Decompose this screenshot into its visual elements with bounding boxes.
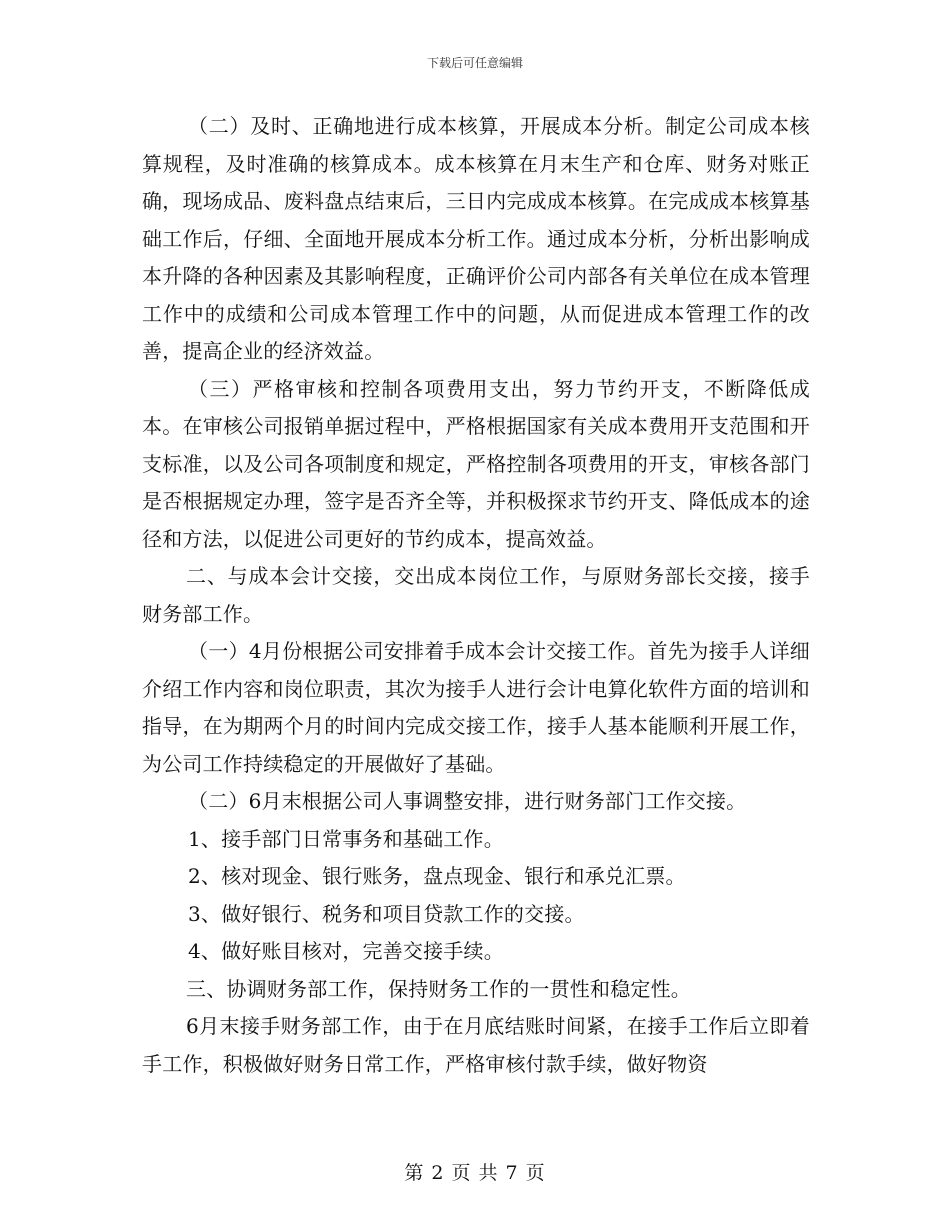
paragraph-takeover: 6月末接手财务部工作，由于在月底结账时间紧，在接手工作后立即着手工作，积极做好财务日常工作，严格审核付款手续，做好物资 — [142, 1014, 810, 1076]
list-item: 4、做好账目核对，完善交接手续。 — [188, 939, 504, 963]
list-item: 2、核对现金、银行账务，盘点现金、银行和承兑汇票。 — [188, 864, 686, 888]
paragraph-expense-control: （三）严格审核和控制各项费用支出，努力节约开支，不断降低成本。在审核公司报销单据过程中，严格根据国家有关成本费用开支范围和开支标准，以及公司各项制度和规定，严格控制各项费用的开支，审核各部门是否根据规定办理，签字是否齐全等，并积极探求节约开支、降低成本的途径和方法，以促进公司更好的节约成本，提高效益。 — [142, 376, 810, 551]
list-item: 1、接手部门日常事务和基础工作。 — [188, 826, 504, 851]
document-body — [142, 108, 810, 1083]
list-item: 3、做好银行、税务和项目贷款工作的交接。 — [188, 901, 585, 926]
paragraph-cost-accountant-handover: （一）4月份根据公司安排着手成本会计交接工作。首先为接手人详细介绍工作内容和岗位职责，其次为接手人进行会计电算化软件方面的培训和指导，在为期两个月的时间内完成交接工作，接手人基本能顺利开展工作，为公司工作持续稳定的开展做好了基础。 — [142, 639, 810, 776]
page-header: 下载后可任意编辑 — [426, 56, 523, 70]
section-heading-handover: 二、与成本会计交接，交出成本岗位工作，与原财务部长交接，接手财务部工作。 — [142, 564, 810, 626]
paragraph-cost-accounting: （二）及时、正确地进行成本核算，开展成本分析。制定公司成本核算规程，及时准确的核算成本。成本核算在月末生产和仓库、财务对账正确，现场成品、废料盘点结束后，三日内完成成本核算。在完成成本核算基础工作后，仔细、全面地开展成本分析工作。通过成本分析，分析出影响成本升降的各种因素及其影响程度，正确评价公司内部各有关单位在成本管理工作中的成绩和公司成本管理工作中的问题，从而促进成本管理工作的改善，提高企业的经济效益。 — [142, 114, 810, 363]
page-number: 第 2 页 共 7 页 — [404, 1162, 546, 1184]
paragraph-finance-dept-handover: （二）6月末根据公司人事调整安排，进行财务部门工作交接。 — [188, 789, 747, 813]
section-heading-coordination: 三、协调财务部工作，保持财务工作的一贯性和稳定性。 — [186, 976, 691, 1001]
